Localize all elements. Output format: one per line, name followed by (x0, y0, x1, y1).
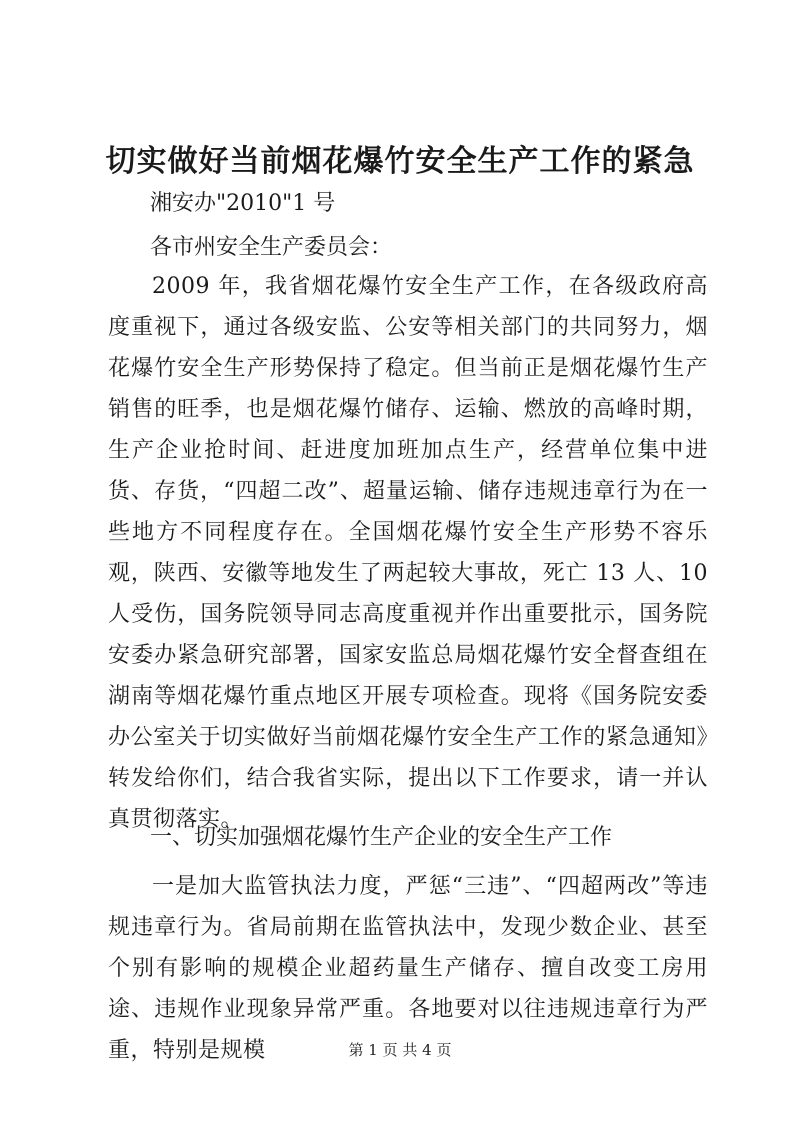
section-heading: 一、切实加强烟花爆竹生产企业的安全生产工作 (150, 825, 613, 850)
body-paragraph: 2009 年，我省烟花爆竹安全生产工作，在各级政府高度重视下，通过各级安监、公安等相关部门的共同努力，烟花爆竹安全生产形势保持了稳定。但当前正是烟花爆竹生产销售的旺季，也是烟花爆竹储存、运输、燃放的高峰时期，生产企业抢时间、赶进度加班加点生产，经营单位集中进货、存货，“四超二改”、超量运输、储存违规违章行为在一些地方不同程度存在。全国烟花爆竹安全生产形势不容乐观，陕西、安徽等地发生了两起较大事故，死亡 13 人、10 人受伤，国务院领导同志高度重视并作出重要批示，国务院安委办紧急研究部署，国家安监总局烟花爆竹安全督查组在湖南等烟花爆竹重点地区开展专项检查。现将《国务院安委办公室关于切实做好当前烟花爆竹安全生产工作的紧急通知》转发给你们，结合我省实际，提出以下工作要求，请一并认真贯彻落实。 (108, 274, 708, 832)
addressee: 各市州安全生产委员会： (150, 235, 393, 260)
document-title: 切实做好当前烟花爆竹安全生产工作的紧急 (105, 144, 695, 179)
document-number: 湘安办"2010"1 号 (150, 191, 336, 216)
page-number-footer: 第 1 页 共 4 页 (348, 1041, 452, 1059)
body-paragraph: 一是加大监管执法力度，严惩“三违”、“四超两改”等违规违章行为。省局前期在监管执法中，发现少数企业、甚至个别有影响的规模企业超药量生产储存、擅自改变工房用途、违规作业现象异常严重。各地要对以往违规违章行为严重，特别是规模 (108, 874, 708, 1063)
